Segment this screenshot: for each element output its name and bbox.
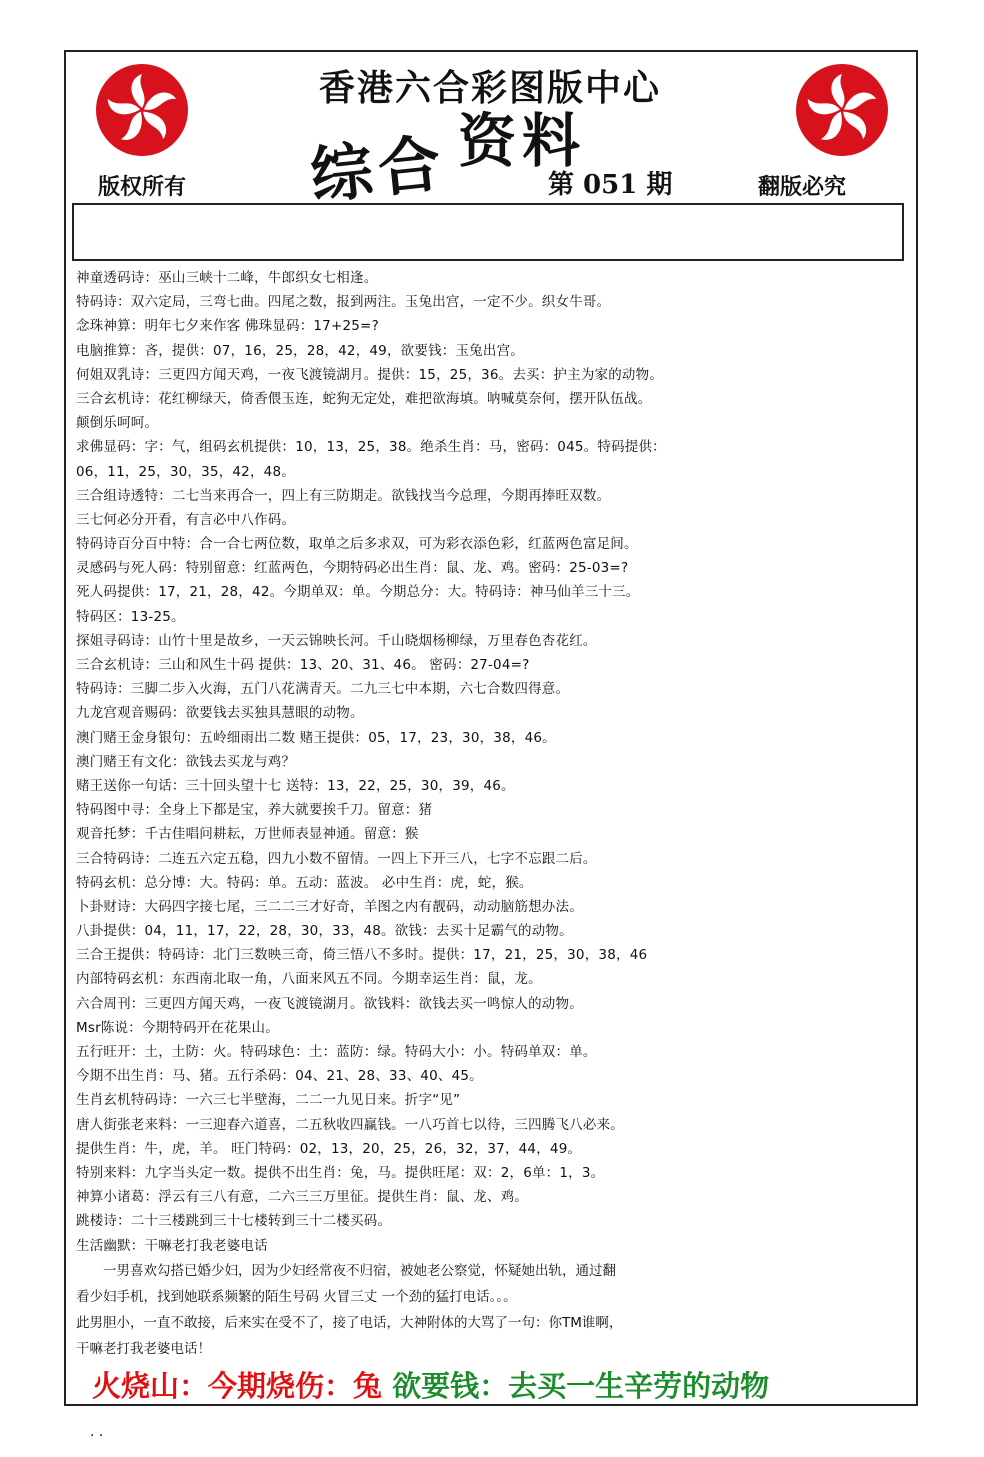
info-line: 生活幽默：干嘛老打我老婆电话: [76, 1237, 268, 1254]
info-line: 灵感码与死人码：特别留意：红蓝两色，今期特码必出生肖：鼠、龙、鸡。密码：25-03=?: [76, 560, 629, 577]
anti-piracy-label: 翻版必究: [758, 174, 847, 200]
joke-story: [76, 1258, 906, 1362]
copyright-label: 版权所有: [98, 174, 187, 200]
info-line: 特码区：13-25。: [76, 608, 185, 625]
story-line: 一男喜欢勾搭已婚少妇，因为少妇经常夜不归宿，被她老公察觉，怀疑她出轨，通过翻: [76, 1262, 616, 1279]
info-line: 唐人街张老来料：一三迎春六道喜，二五秋收四赢钱。一八巧首七以待，三四腾飞八必来。: [76, 1116, 624, 1133]
info-line: 06，11，25，30，35，42，48。: [76, 463, 295, 480]
info-line: 跳楼诗：二十三楼跳到三十七楼转到三十二楼买码。: [76, 1213, 392, 1230]
info-line: 观音托梦：千古佳唱问耕耘，万世师表显神通。留意：猴: [76, 826, 419, 843]
info-line: 三合玄机诗：花红柳绿天，倚香偎玉连，蛇狗无定处，难把欲海填。呐喊莫奈何，摆开队伍战。: [76, 390, 652, 407]
info-line: 特码诗：三脚二步入火海，五门八花满青天。二九三七中本期，六七合数四得意。: [76, 681, 570, 698]
info-line: 提供生肖：牛，虎，羊。 旺门特码：02，13，20，25，26，32，37，44，49。: [76, 1140, 582, 1157]
bottom-mark: . .: [90, 1424, 104, 1440]
issue-number: 第 051 期: [548, 170, 673, 200]
bauhinia-logo-left-icon: [96, 64, 188, 156]
info-line: 特别来料：九字当头定一数。提供不出生肖：兔，马。提供旺尾：双：2，6单：1，3。: [76, 1164, 605, 1181]
center-title: 香港六合彩图版中心: [318, 67, 661, 109]
bauhinia-logo-right-icon: [796, 64, 888, 156]
info-line: Msr陈说：今期特码开在花果山。: [76, 1019, 279, 1036]
big-title-part-1: 综合: [307, 126, 450, 213]
info-line: 六合周刊：三更四方闻天鸡，一夜飞渡镜湖月。欲钱料：欲钱去买一鸣惊人的动物。: [76, 995, 583, 1012]
info-line: 五行旺开：土，土防：火。特码球色：土：蓝防：绿。特码大小：小。特码单双：单。: [76, 1044, 597, 1060]
info-line: 今期不出生肖：马、猪。五行杀码：04、21、28、33、40、45。: [76, 1068, 483, 1085]
info-line: 三合王提供：特码诗：北门三数映三奇，倚三悟八不多时。提供：17，21，25，30，38，46: [76, 947, 648, 964]
info-line: 颠倒乐呵呵。: [76, 415, 159, 432]
info-line: 特码图中寻：全身上下都是宝，养大就要挨千刀。留意：猪: [76, 802, 433, 819]
info-line: 三合玄机诗：三山和风生十码 提供：13、20、31、46。 密码：27-04=?: [76, 657, 530, 673]
info-line: 澳门赌王金身银句：五岭细雨出二数 赌王提供：05，17，23，30，38，46。: [76, 729, 556, 746]
footer-green-text: 欲要钱：去买一生辛劳的动物: [392, 1369, 770, 1403]
info-line: 特码玄机：总分博：大。特码：单。五动：蓝波。 必中生肖：虎，蛇，猴。: [76, 874, 533, 891]
story-line: 干嘛老打我老婆电话！: [76, 1340, 211, 1357]
info-line: 神算小诸葛：浮云有三八有意，二六三三万里征。提供生肖：鼠、龙、鸡。: [76, 1189, 529, 1206]
info-line: 三合特码诗：二连五六定五稳，四九小数不留情。一四上下开三八，七字不忘跟二后。: [76, 850, 597, 867]
info-line: 九龙宫观音赐码：欲要钱去买独具慧眼的动物。: [76, 705, 364, 722]
banner-box: [72, 203, 904, 261]
info-line: 探姐寻码诗：山竹十里是故乡，一天云锦映长河。千山晓烟杨柳绿，万里春色杏花红。: [76, 632, 597, 649]
big-title-part-2: 资料: [458, 107, 587, 175]
story-line: 此男胆小，一直不敢接，后来实在受不了，接了电话，大神附体的大骂了一句：你TM谁啊，: [76, 1314, 623, 1331]
info-line: 神童透码诗：巫山三峡十二峰，牛郎织女七相逢。: [76, 270, 378, 286]
info-line: 赌王送你一句话：三十回头望十七 送特：13，22，25，30，39，46。: [76, 777, 515, 794]
big-title: [307, 107, 587, 213]
info-line: 求佛显码：字：气，组码玄机提供：10，13，25，38。绝杀生肖：马，密码：045。特码提供：: [76, 439, 666, 456]
info-line: 卜卦财诗：大码四字接七尾，三二二三才好奇，羊图之内有靓码，动动脑筋想办法。: [76, 898, 583, 915]
info-line: 八卦提供：04，11，17，22，28，30，33，48。欲钱：去买十足霸气的动物。: [76, 923, 573, 940]
info-line: 特码诗百分百中特：合一合七两位数，取单之后多求双，可为彩衣添色彩，红蓝两色富足间。: [76, 536, 638, 553]
info-line: 三合组诗透特：二七当来再合一，四上有三防期走。欲钱找当今总理，今期再捧旺双数。: [76, 487, 611, 504]
info-line: 三七何必分开看，有言必中八作码。: [76, 511, 296, 528]
info-line: 内部特码玄机：东西南北取一角，八面来风五不同。今期幸运生肖：鼠，龙。: [76, 971, 542, 988]
footer-red-text: 火烧山：今期烧伤：兔: [92, 1369, 383, 1403]
info-line: 生肖玄机特码诗：一六三七半壁海，二二一九见日来。折字“见”: [76, 1092, 461, 1109]
info-line: 电脑推算：吝，提供：07，16，25，28，42，49，欲要钱：玉兔出宫。: [76, 342, 524, 359]
story-line: 看少妇手机，找到她联系频繁的陌生号码 火冒三丈 一个劲的猛打电话。。。: [76, 1288, 517, 1305]
info-line: 特码诗：双六定局，三弯七曲。四尾之数，报到两注。玉兔出宫，一定不少。织女牛哥。: [76, 294, 611, 311]
info-line: 念珠神算：明年七夕来作客 佛珠显码：17+25=?: [76, 318, 379, 335]
info-lines: [76, 266, 906, 1258]
info-line: 死人码提供：17，21，28，42。今期单双：单。今期总分：大。特码诗：神马仙羊三十三。: [76, 584, 640, 601]
content-body: [76, 266, 906, 1362]
info-line: 澳门赌王有文化：欲钱去买龙与鸡？: [76, 753, 296, 770]
footer-banner: [92, 1364, 769, 1405]
info-line: 何姐双乳诗：三更四方闻天鸡，一夜飞渡镜湖月。提供：15，25，36。去买：护主为家的动物。: [76, 366, 664, 383]
